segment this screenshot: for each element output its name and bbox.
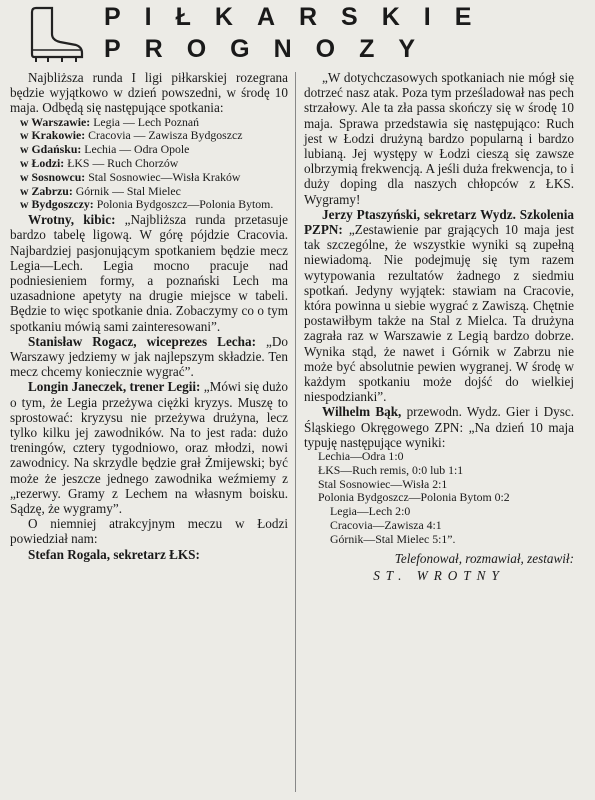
fixture-item: w Warszawie: Legia — Lech Poznań: [20, 114, 199, 129]
article-header: [0, 0, 595, 70]
speaker-name: Jerzy Ptaszyński, sekretarz Wydz. Szkolenia PZPN:: [304, 206, 574, 238]
rogala-name: Stefan Rogala, sekretarz ŁKS:: [28, 546, 200, 562]
prediction-item: Lechia—Odra 1:0: [318, 449, 404, 464]
prediction-item: Cracovia—Zawisza 4:1: [330, 518, 442, 533]
prediction-item: Stal Sosnowiec—Wisła 2:1: [318, 476, 448, 491]
rogacz-paragraph: Stanisław Rogacz, wiceprezes Lecha: „Do Warszawy jedziemy w jak najlepszym składzie. Ten mecz chcemy koniecznie wygrać”.: [10, 333, 288, 380]
prediction-item: Legia—Lech 2:0: [330, 504, 411, 519]
wrotny-paragraph: Wrotny, kibic: „Najbliższa runda przetasuje bardzo tabelę ligową. W górę pójdzie Cracovia. Najbardziej pasjonującym spotkaniem będzie mecz Legia—Lech. Legia mocno pracuje nad podniesieniem formy, a poznański Lech ma uzasadnione apetyty na drugie miejsce w tabeli. Będzie to więc spotkanie dnia. Zobaczymy co o tym spotkaniu mówią sami zainteresowani”.: [10, 212, 288, 334]
fixture-item: w Gdańsku: Lechia — Odra Opole: [20, 142, 190, 157]
prediction-list: [304, 450, 574, 547]
fixture-item: w Bydgoszczy: Polonia Bydgoszcz—Polonia Bytom.: [20, 197, 274, 212]
janeczek-paragraph: Longin Janeczek, trener Legii: „Mówi się dużo o tym, że Legia przeżywa ciężki kryzys. Muszę to sprostować: kryzysu nie przeżywa drużyna, lecz tylko kilku jej zawodników. Na to jest rada: dużo treningów, cztery tygodniowo, oraz młodzi, nowi zawodnicy. Na skrzydle będzie grał Żmijewski; być może że jeszcze jednego zawodnika weźmiemy z „rezerwy. Gramy z Lechem na własnym boisku. Sądzę, że wygramy”.: [10, 379, 288, 517]
lodz-intro: O niemniej atrakcyjnym meczu w Łodzi powiedział nam:: [10, 516, 288, 547]
speaker-name: Stanisław Rogacz, wiceprezes Lecha:: [28, 333, 256, 349]
fixture-item: w Łodzi: ŁKS — Ruch Chorzów: [20, 156, 179, 170]
ptaszynski-paragraph: Jerzy Ptaszyński, sekretarz Wydz. Szkolenia PZPN: „Zestawienie par grających 10 maja jest tak szczególne, że wszystkie wyniki są zupełną niewiadomą. Nie podejmuję się tym razem wytypowania rezultatów żadnego z siedmiu spotkań. Jedyny wyjątek: stawiam na Cracovie, która powinna u siebie wygrać z Zawiszą. Chętnie postawiłbym także na Stal z Mielca. Ta drużyna zagrała raz w Warszawie z Legią bardzo dobrze. Wynika stąd, że nawet i Górnik w Zabrzu nie może być absolutnie pewien wygranej. W środę w każdym spotkaniu może dojść do wielkiej niespodzianki”.: [304, 206, 575, 405]
right-column: [304, 70, 574, 583]
prediction-item: ŁKS—Ruch remis, 0:0 lub 1:1: [318, 462, 464, 477]
speaker-name: Wrotny, kibic:: [28, 212, 116, 228]
bak-paragraph: Wilhelm Bąk, przewodn. Wydz. Gier i Dysc. Śląskiego Okręgowego ZPN: „Na dzień 10 maja typuję następujące wyniki:: [304, 404, 574, 450]
prediction-item: Polonia Bydgoszcz—Polonia Bytom 0:2: [318, 490, 510, 505]
column-divider: [295, 72, 296, 792]
fixture-item: w Sosnowcu: Stal Sosnowiec—Wisła Kraków: [20, 169, 241, 184]
fixture-item: w Zabrzu: Górnik — Stal Mielec: [20, 183, 181, 198]
speaker-name: Wilhelm Bąk,: [322, 404, 402, 420]
fixture-item: w Krakowie: Cracovia — Zawisza Bydgoszcz: [20, 128, 243, 143]
title-line-1: PIŁKARSKIE: [104, 3, 496, 31]
intro-paragraph: Najbliższa runda I ligi piłkarskiej rozegrana będzie wyjątkowo w dzień powszedni, w środę 10 maja. Odbędą się następujące spotkania:: [10, 70, 288, 116]
football-boot-icon: [22, 4, 86, 64]
speaker-name: Longin Janeczek, trener Legii:: [28, 379, 201, 395]
title-line-2: PROGNOZY: [104, 35, 440, 63]
fixture-list: [10, 116, 288, 213]
left-column: [10, 70, 288, 562]
author-signature: ST. WROTNY: [373, 567, 505, 583]
rogala-quote: „W dotychczasowych spotkaniach nie mógł się dotrzeć nasz atak. Poza tym prześladował nas pech strzałowy. Ale ta zła passa skończy się w środę 10 maja. Sprawa przedstawia się następująco: Ruch jest w Łodzi drużyną bardzo popularną i bardzo lubianą. Jej występy w Łodzi cieszą się zawsze olbrzymią frekwencją. A jeśli duża frekwencja, to i duży doping dla naszych chłopców z ŁKS. Wygramy!: [304, 70, 574, 207]
prediction-item: Górnik—Stal Mielec 5:1”.: [330, 531, 456, 546]
footer-credit: Telefonował, rozmawiał, zestawił:: [394, 550, 574, 566]
